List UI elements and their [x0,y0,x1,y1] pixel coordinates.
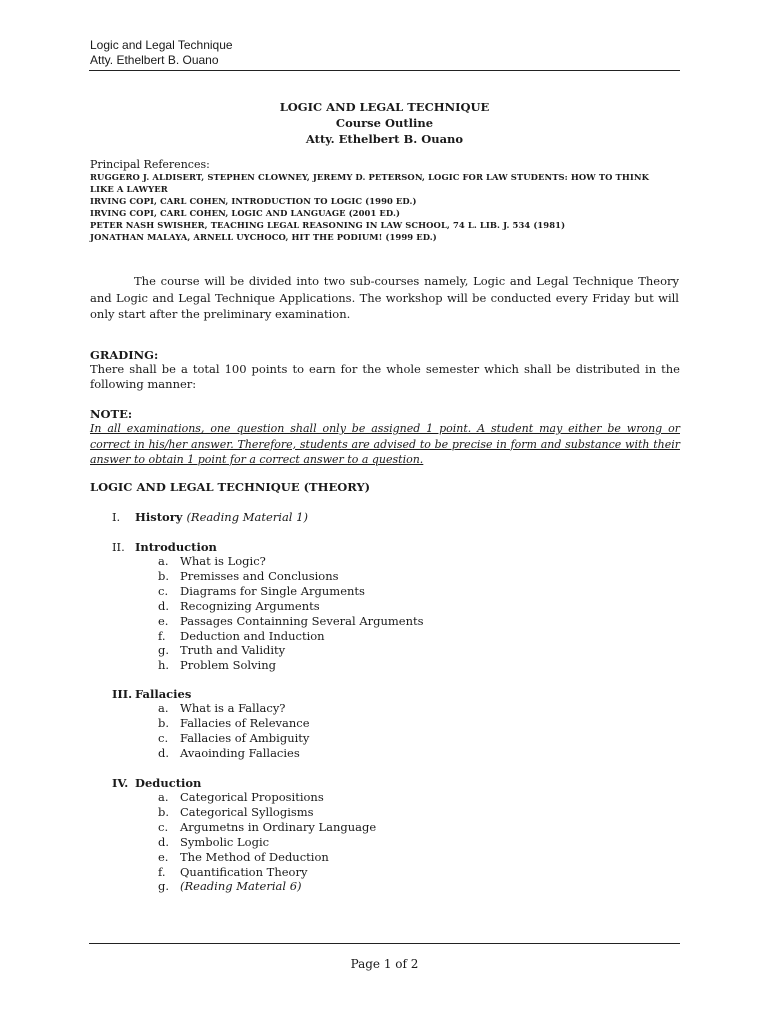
note-paragraph: In all examinations, one question shall only be assigned 1 point. A student may either be wrong or correct in his/her answer. Therefore, students are advised to be precise in form and substance with their answer to obtain 1 point for a correct answer to a question. [90,422,680,466]
document-author: Atty. Ethelbert B. Ouano [305,132,464,146]
document-title: LOGIC AND LEGAL TECHNIQUE [279,100,490,114]
header-course: Logic and Legal Technique [90,38,233,52]
section-number: I. [112,510,121,524]
section-title: Deduction [135,776,202,790]
intro-paragraph: The course will be divided into two sub-courses namely, Logic and Legal Technique Theory and Logic and Legal Technique Applications. The workshop will be conducted every Friday but will only start after the preliminary examination. [90,274,679,321]
list-item: e. Passages Containning Several Arguments [158,613,424,628]
introduction-topics [158,554,424,673]
list-item: f. Quantification Theory [158,864,308,879]
note-heading: NOTE: [90,407,133,421]
section-title: Introduction [135,540,217,554]
fallacies-topics [158,701,310,761]
list-item: c. Fallacies of Ambiguity [158,730,310,745]
grading-heading: GRADING: [90,348,159,362]
list-item: a. What is Logic? [158,554,266,568]
section-reference: (Reading Material 1) [186,510,308,524]
section-title: History [135,510,183,524]
document-subtitle: Course Outline [335,116,434,130]
section-introduction [112,540,217,554]
list-item: b. Premisses and Conclusions [158,568,339,583]
header-author: Atty. Ethelbert B. Ouano [90,53,219,67]
section-number: IV. [112,776,129,790]
list-item: d. Avaoinding Fallacies [158,745,300,760]
reference-line: IRVING COPI, CARL COHEN, LOGIC AND LANGUAGE (2001 ED.) [90,208,401,218]
list-item: h. Problem Solving [158,658,276,673]
reference-line: IRVING COPI, CARL COHEN, INTRODUCTION TO LOGIC (1990 ED.) [90,196,417,206]
list-item: g. (Reading Material 6) [158,879,302,894]
list-item: a. What is a Fallacy? [158,701,286,715]
references-block [90,158,682,243]
reference-line: LIKE A LAWYER [90,184,168,194]
list-item: d. Recognizing Arguments [158,598,320,613]
reference-line: JONATHAN MALAYA, ARNELL UYCHOCO, HIT THE PODIUM! (1999 ED.) [90,232,437,242]
references-label: Principal References: [90,158,210,171]
list-item: f. Deduction and Induction [158,628,325,643]
list-item: d. Symbolic Logic [158,834,270,849]
list-item: c. Argumetns in Ordinary Language [158,819,377,834]
list-item: b. Categorical Syllogisms [158,804,314,819]
list-item: a. Categorical Propositions [158,790,324,804]
section-title: Fallacies [135,687,192,701]
reference-line: PETER NASH SWISHER, TEACHING LEGAL REASONING IN LAW SCHOOL, 74 L. LIB. J. 534 (1981) [90,220,566,230]
list-item: g. Truth and Validity [158,643,286,658]
section-number: II. [112,540,125,554]
section-deduction [112,776,201,790]
grading-paragraph: There shall be a total 100 points to earn for the whole semester which shall be distributed in the following manner: [90,362,680,391]
theory-heading: LOGIC AND LEGAL TECHNIQUE (THEORY) [90,480,371,494]
page-number: Page 1 of 2 [350,957,419,971]
header-divider [89,70,680,71]
title-block [89,99,680,147]
footer-divider [89,943,680,944]
deduction-topics [158,790,376,894]
list-item: b. Fallacies of Relevance [158,715,310,730]
reference-line: RUGGERO J. ALDISERT, STEPHEN CLOWNEY, JEREMY D. PETERSON, LOGIC FOR LAW STUDENTS: HOW TO THINK [90,172,650,182]
section-fallacies [112,687,191,701]
list-item: e. The Method of Deduction [158,849,329,864]
running-header [90,38,233,68]
section-number: III. [112,687,133,701]
list-item: c. Diagrams for Single Arguments [158,583,365,598]
section-history [112,510,308,524]
